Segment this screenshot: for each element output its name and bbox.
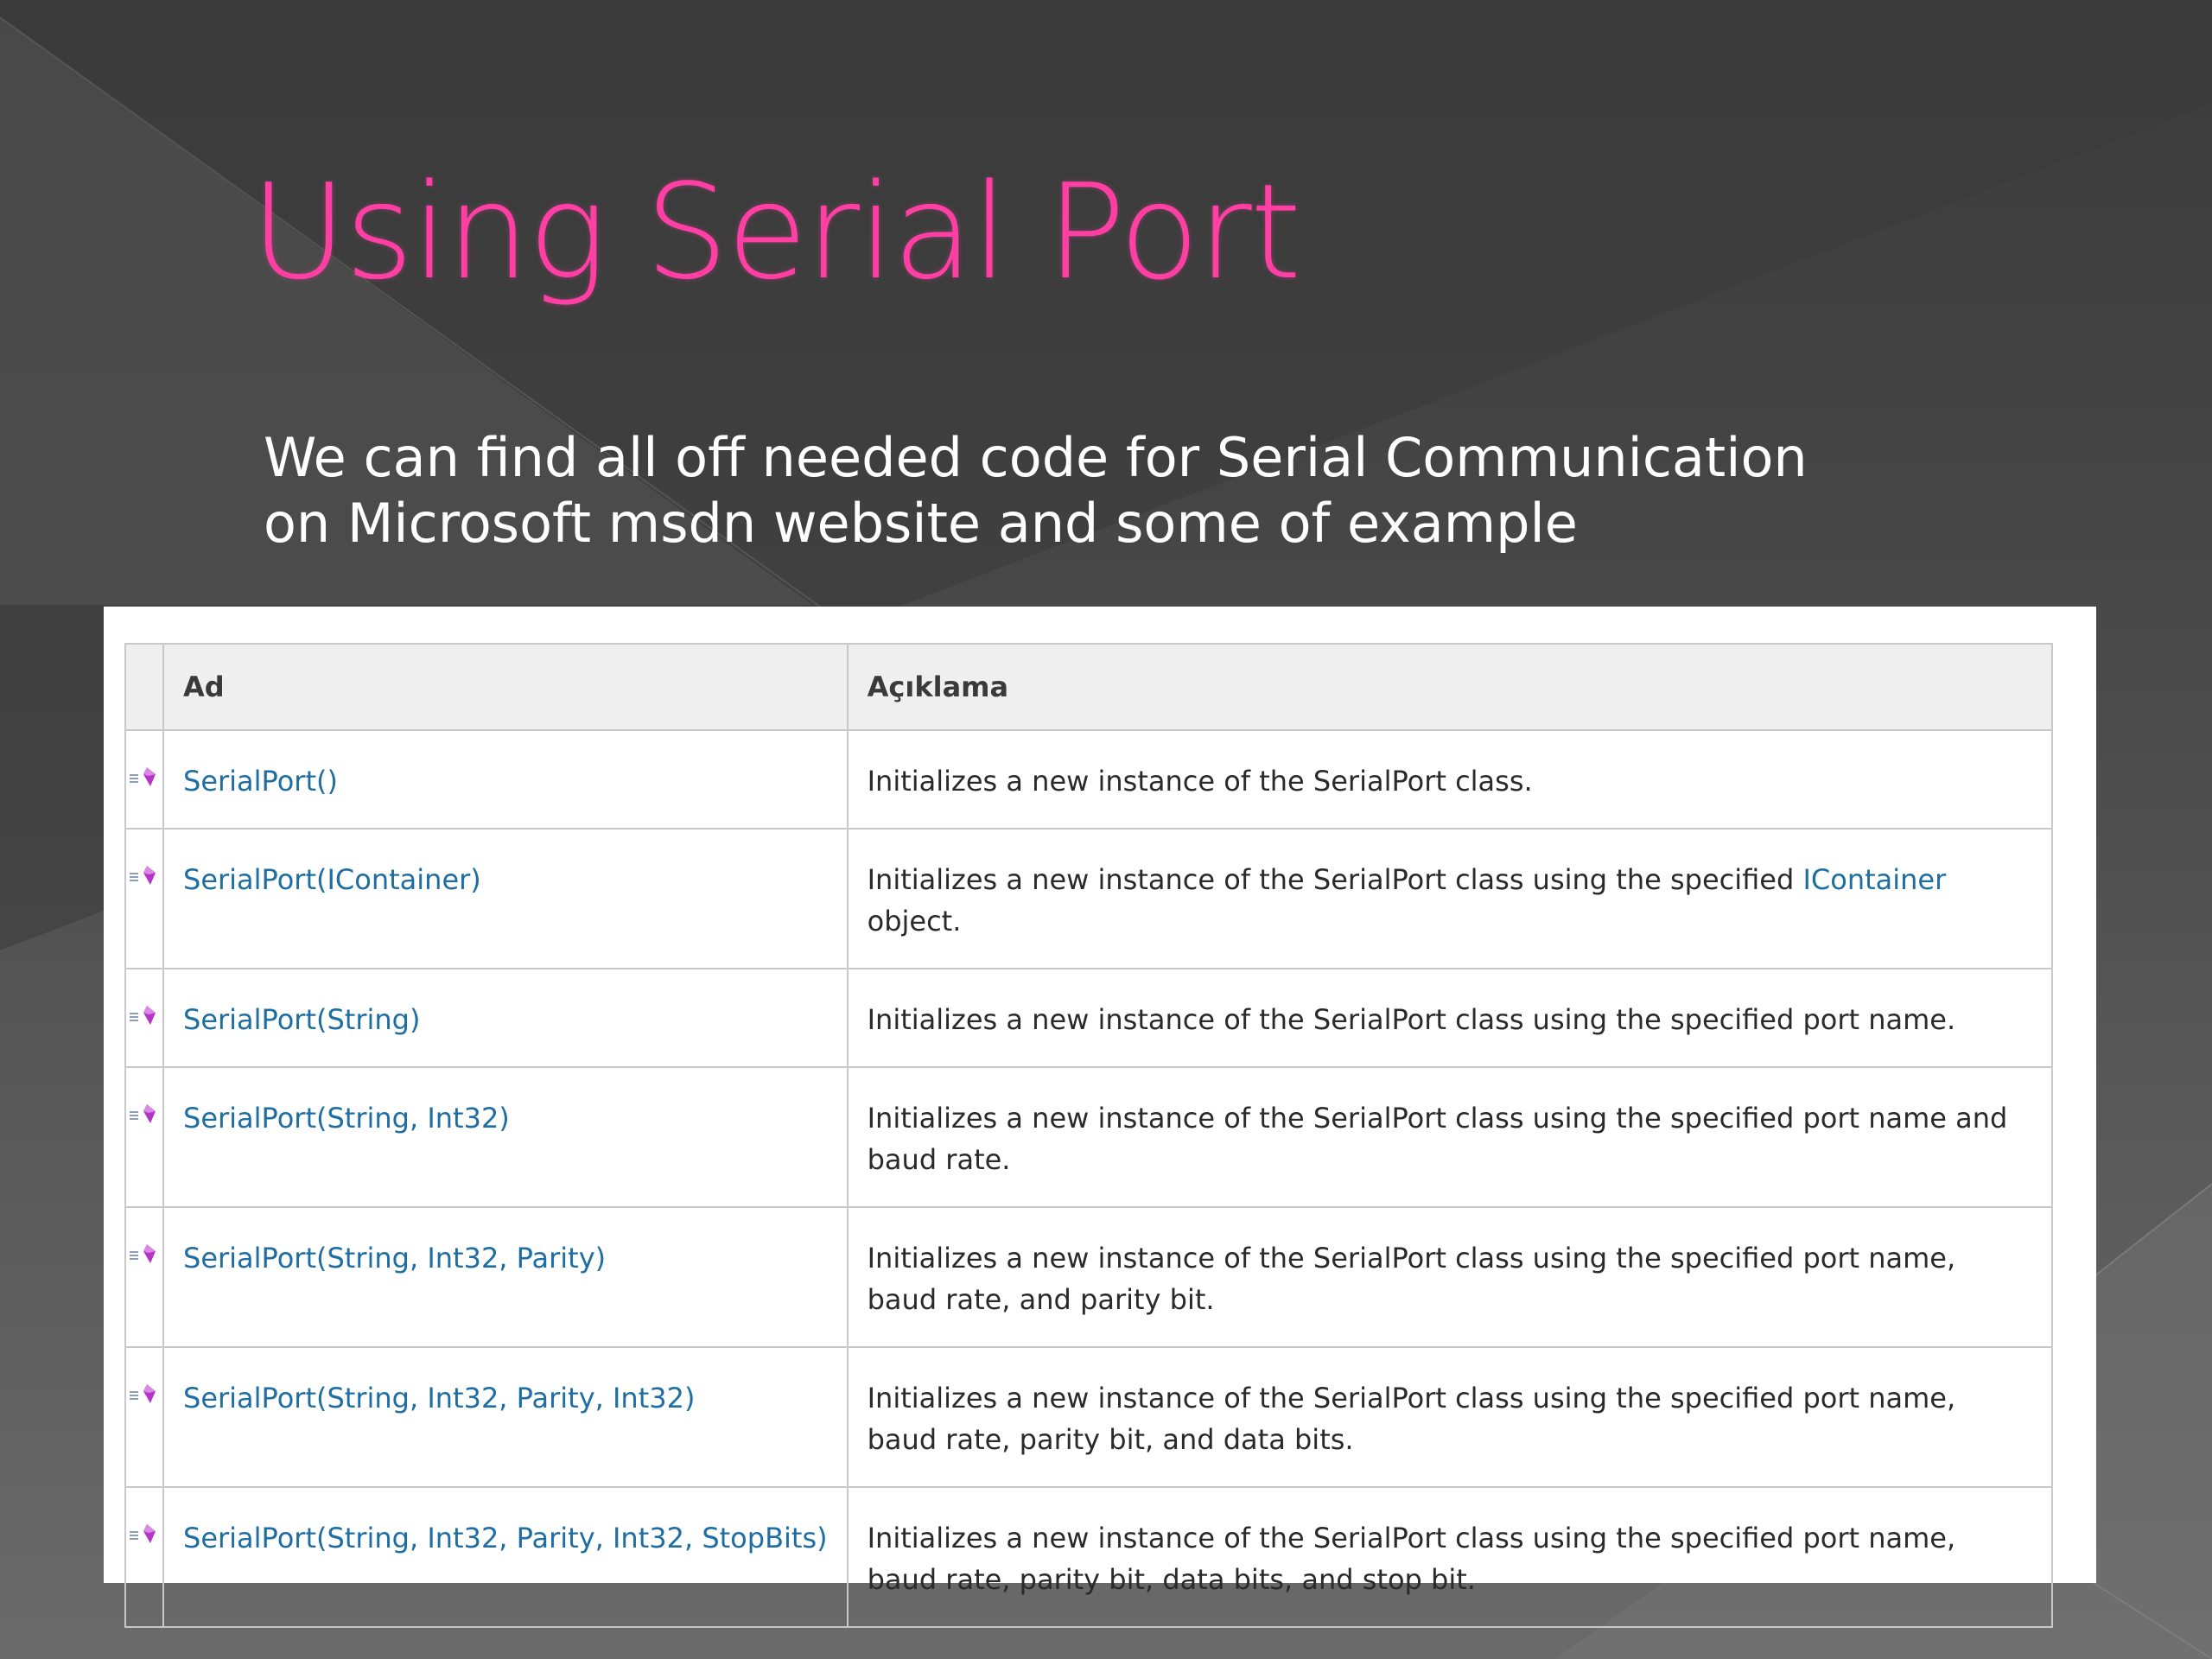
icon-cell [125,829,163,969]
name-cell [163,969,848,1067]
description-link[interactable]: IContainer [1802,863,1947,896]
description-text: Initializes a new instance of the SerialPort class. [867,765,1533,798]
description-text: Initializes a new instance of the SerialPort class using the specified port name, baud rate, parity bit, data bits, and stop bit. [867,1522,1956,1596]
slide-body-line: on Microsoft msdn website and some of example [264,492,1578,555]
name-cell [163,1347,848,1487]
icon-cell [125,730,163,829]
name-cell [163,730,848,829]
icon-cell [125,1347,163,1487]
slide-body-line: We can find all off needed code for Serial Communication [264,426,1808,489]
description-text: Initializes a new instance of the SerialPort class using the specified port name, baud rate, and parity bit. [867,1242,1956,1316]
description-cell [848,1487,2052,1627]
name-cell [163,1487,848,1627]
description-cell [848,1067,2052,1207]
description-cell [848,1207,2052,1347]
description-cell [848,730,2052,829]
public-method-icon [126,1097,162,1123]
constructors-table [124,643,2053,1628]
table-row [125,969,2052,1067]
table-header-row [125,644,2052,730]
header-name: Ad [163,644,848,730]
description-text: Initializes a new instance of the SerialPort class using the specified port name and baud rate. [867,1102,2008,1176]
description-text: Initializes a new instance of the SerialPort class using the specified port name, baud rate, parity bit, and data bits. [867,1382,1956,1456]
msdn-screenshot-frame [104,607,2096,1596]
table-row [125,1487,2052,1627]
description-cell [848,969,2052,1067]
name-cell [163,829,848,969]
member-link[interactable]: SerialPort(String, Int32, Parity, Int32, StopBits) [183,1522,828,1554]
public-method-icon [126,1237,162,1263]
table-row [125,1207,2052,1347]
description-text-after: object. [867,905,962,938]
public-method-icon [126,1377,162,1403]
member-link[interactable]: SerialPort(String, Int32, Parity, Int32) [183,1382,696,1414]
name-cell [163,1067,848,1207]
public-method-icon [126,999,162,1025]
table-row [125,730,2052,829]
icon-cell [125,969,163,1067]
table-row [125,829,2052,969]
header-description: Açıklama [848,644,2052,730]
table-row [125,1347,2052,1487]
member-link[interactable]: SerialPort(String, Int32) [183,1102,510,1135]
icon-cell [125,1067,163,1207]
table-row [125,1067,2052,1207]
name-cell [163,1207,848,1347]
header-icon-column [125,644,163,730]
slide-title: Using Serial Port [251,156,1300,308]
member-link[interactable]: SerialPort(IContainer) [183,863,481,896]
slide-body-text [264,425,1992,556]
icon-cell [125,1487,163,1627]
member-link[interactable]: SerialPort(String, Int32, Parity) [183,1242,607,1274]
description-text: Initializes a new instance of the SerialPort class using the specified port name. [867,1003,1956,1036]
description-cell [848,1347,2052,1487]
icon-cell [125,1207,163,1347]
member-link[interactable]: SerialPort(String) [183,1003,421,1036]
public-method-icon [126,760,162,786]
description-cell [848,829,2052,969]
public-method-icon [126,859,162,885]
public-method-icon [126,1517,162,1543]
member-link[interactable]: SerialPort() [183,765,338,798]
description-text: Initializes a new instance of the SerialPort class using the specified [867,863,1803,896]
